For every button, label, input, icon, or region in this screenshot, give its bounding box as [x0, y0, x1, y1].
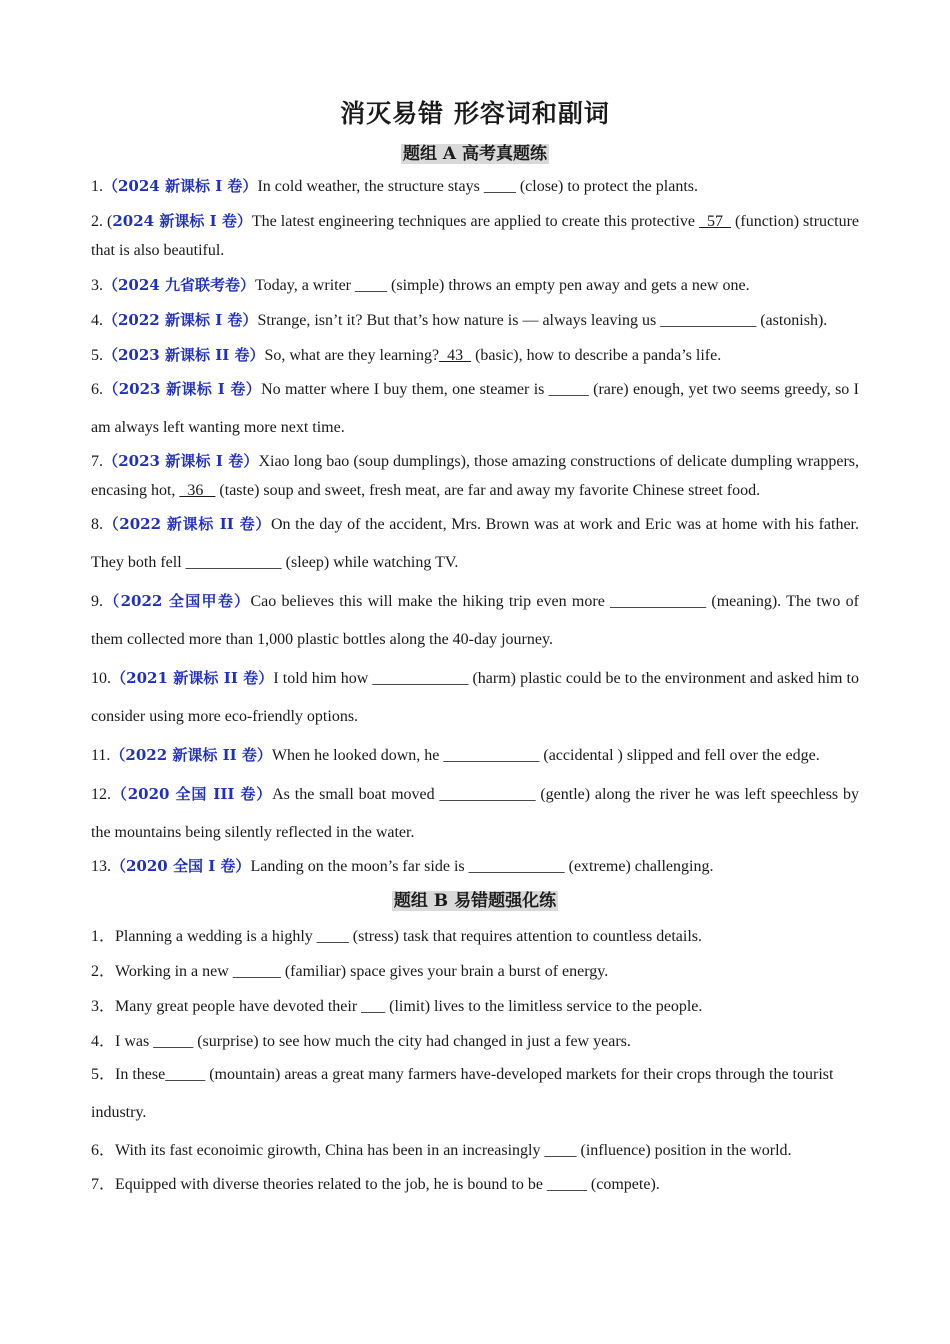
section-b-heading: 题组 B 易错题强化练 [393, 891, 557, 911]
question-a-10: 10.（2021 新课标 II 卷）I told him how ____________ (harm) plastic could be to the environment and asked him to consider using more eco-friendly options. [91, 669, 860, 725]
question-b-5: 5．In these_____ (mountain) areas a great many farmers have-developed markets for their crops through the tourist industry. [91, 1066, 834, 1121]
source-tag: （2024 九省联考卷） [103, 276, 255, 294]
question-a-8: 8.（2022 新课标 II 卷）On the day of the accident, Mrs. Brown was at work and Eric was at home with his father. They both fell ____________ (sleep) while watching TV. [91, 515, 859, 571]
source-tag: （2022 新课标 II 卷） [103, 515, 271, 533]
worksheet-page [91, 96, 859, 1199]
answer-blank: 43 [439, 347, 472, 364]
question-b-3: 3．Many great people have devoted their ___ (limit) lives to the limitless service to the people. [91, 998, 703, 1015]
section-a-heading: 题组 A 高考真题练 [402, 144, 548, 164]
question-a-13: 13.（2020 全国 I 卷）Landing on the moon’s far side is ____________ (extreme) challenging. [91, 857, 714, 875]
question-a-9: 9.（2022 全国甲卷）Cao believes this will make the hiking trip even more ____________ (meaning). The two of them collected more than 1,000 plastic bottles along the 40-day journey. [91, 592, 859, 648]
source-tag: （2024 新课标 I 卷） [103, 177, 258, 195]
source-tag: （2023 新课标 II 卷） [103, 346, 265, 364]
question-b-6: 6．With its fast econoimic girowth, China has been in an increasingly ____ (influence) position in the world. [91, 1142, 792, 1159]
source-tag: （2023 新课标 I 卷） [103, 452, 259, 470]
question-a-3: 3.（2024 九省联考卷）Today, a writer ____ (simple) throws an empty pen away and gets a new one. [91, 276, 750, 294]
question-a-12: 12.（2020 全国 III 卷）As the small boat moved ____________ (gentle) along the river he was left speechless by the mountains being silently reflected in the water. [91, 785, 860, 841]
question-a-11: 11.（2022 新课标 II 卷）When he looked down, he ____________ (accidental ) slipped and fell over the edge. [91, 746, 820, 764]
question-a-4: 4.（2022 新课标 I 卷）Strange, isn’t it? But that’s how nature is — always leaving us ____________ (astonish). [91, 311, 828, 329]
answer-blank: 36 [179, 482, 216, 499]
question-a-5: 5.（2023 新课标 II 卷）So, what are they learning? 43 (basic), how to describe a panda’s life. [91, 346, 722, 364]
question-b-2: 2．Working in a new ______ (familiar) space gives your brain a burst of energy. [91, 963, 609, 980]
question-a-7: 7.（2023 新课标 I 卷）Xiao long bao (soup dumplings), those amazing constructions of delicate dumpling wrappers, encasing hot, 36 (taste) soup and sweet, fresh meat, are far and away my favorite Chinese street food. [91, 452, 859, 499]
source-tag: （2022 新课标 I 卷） [103, 311, 258, 329]
source-tag: （2023 新课标 I 卷） [103, 380, 262, 398]
question-a-6: 6.（2023 新课标 I 卷）No matter where I buy them, one steamer is _____ (rare) enough, yet two seems greedy, so I am always left wanting more next time. [91, 380, 860, 436]
question-b-7: 7．Equipped with diverse theories related to the job, he is bound to be _____ (compete). [91, 1176, 660, 1193]
question-b-4: 4．I was _____ (surprise) to see how much the city had changed in just a few years. [91, 1033, 631, 1050]
page-title: 消灭易错 形容词和副词 [340, 99, 610, 128]
question-b-1: 1．Planning a wedding is a highly ____ (stress) task that requires attention to countless details. [91, 928, 703, 945]
answer-blank: 57 [698, 213, 732, 230]
source-tag: （2020 全国 III 卷） [111, 785, 273, 803]
source-tag: （2020 全国 I 卷） [111, 857, 251, 875]
source-tag: （2021 新课标 II 卷） [111, 669, 274, 687]
question-a-1: 1.（2024 新课标 I 卷）In cold weather, the structure stays ____ (close) to protect the plants. [91, 177, 698, 195]
source-tag: 2024 新课标 I 卷） [112, 212, 252, 230]
question-a-2: 2. (2024 新课标 I 卷）The latest engineering techniques are applied to create this protective 57 (function) structure that is also beautiful. [91, 212, 860, 259]
source-tag: （2022 新课标 II 卷） [110, 746, 272, 764]
source-tag: （2022 全国甲卷） [103, 592, 251, 610]
